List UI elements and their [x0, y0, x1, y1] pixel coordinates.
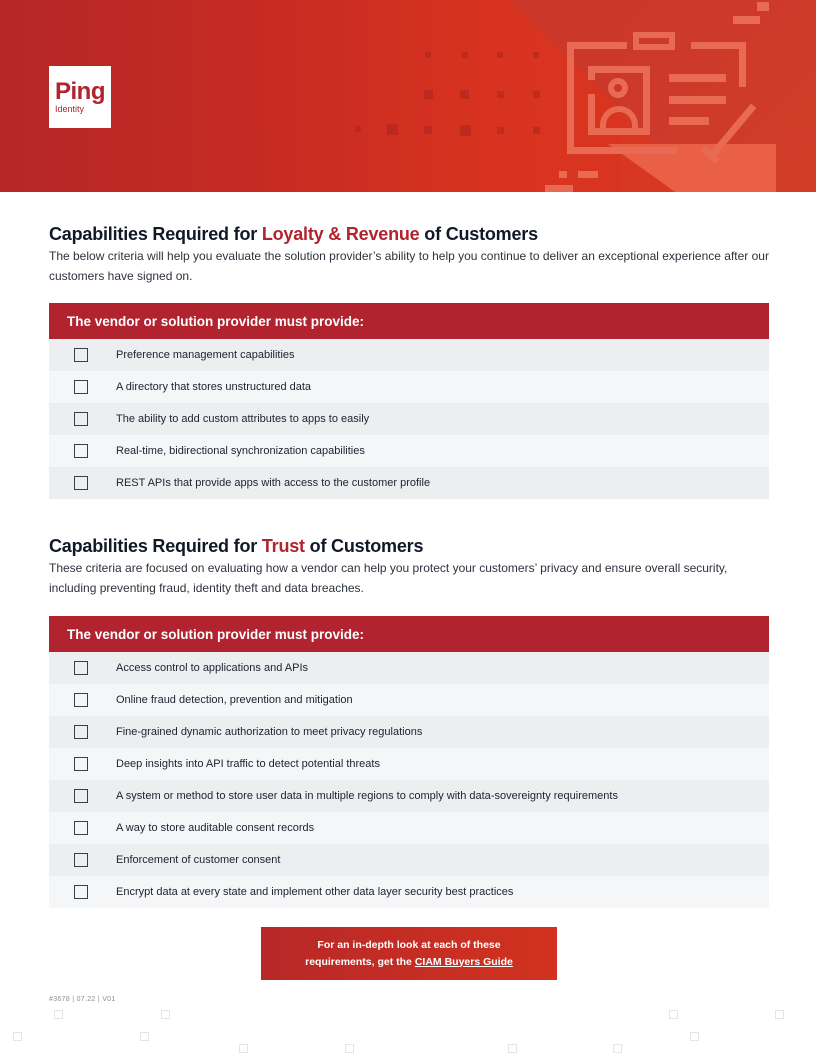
checklist-item-label: Real-time, bidirectional synchronization capabilities: [116, 445, 365, 457]
decorative-dot: [533, 91, 540, 98]
decorative-square: [140, 1032, 149, 1041]
checklist-item-label: Online fraud detection, prevention and mitigation: [116, 694, 353, 706]
decorative-dot: [533, 127, 540, 134]
section1-title-accent: Loyalty & Revenue: [261, 224, 420, 244]
cta-line2: [261, 954, 557, 971]
ciam-buyers-guide-link[interactable]: CIAM Buyers Guide: [414, 955, 513, 968]
decorative-square: [54, 1010, 63, 1019]
empty-checkbox-icon[interactable]: [74, 821, 88, 835]
checklist-row: [49, 467, 769, 499]
decorative-dot: [424, 126, 432, 134]
empty-checkbox-icon[interactable]: [74, 348, 88, 362]
empty-checkbox-icon[interactable]: [74, 380, 88, 394]
checklist-item-label: A directory that stores unstructured data: [116, 381, 312, 393]
checklist-item-label: A system or method to store user data in multiple regions to comply with data-sovereignty requirements: [116, 790, 618, 802]
checklist-row: [49, 780, 769, 812]
section2-title-prefix: Capabilities Required for: [49, 536, 262, 556]
decorative-square: [775, 1010, 784, 1019]
decorative-bar: [733, 16, 760, 24]
empty-checkbox-icon[interactable]: [74, 444, 88, 458]
checklist-item-label: The ability to add custom attributes to apps to easily: [116, 413, 370, 425]
decorative-dot: [425, 52, 431, 58]
checklist-row: [49, 403, 769, 435]
cta-line2-prefix: requirements, get the: [305, 955, 415, 968]
decorative-dot: [355, 126, 361, 132]
checklist-row: [49, 339, 769, 371]
document-code: #3678 | 07.22 | V01: [49, 996, 116, 1003]
section2-title: [49, 536, 423, 557]
empty-checkbox-icon[interactable]: [74, 853, 88, 867]
decorative-square: [161, 1010, 170, 1019]
section2-table-header: The vendor or solution provider must provide:: [49, 616, 769, 652]
buyers-guide-cta: [261, 927, 557, 980]
checklist-item-label: REST APIs that provide apps with access to the customer profile: [116, 477, 431, 489]
checklist-row: [49, 844, 769, 876]
checklist-row: [49, 652, 769, 684]
id-card-check-icon: [567, 40, 757, 190]
empty-checkbox-icon[interactable]: [74, 693, 88, 707]
checklist-row: [49, 748, 769, 780]
decorative-square: [345, 1044, 354, 1053]
decorative-bar: [545, 185, 573, 192]
section2-description: These criteria are focused on evaluating how a vendor can help you protect your customers’ privacy and ensure overall security, including preventing fraud, identity theft and data breaches.: [49, 561, 728, 595]
empty-checkbox-icon[interactable]: [74, 661, 88, 675]
cta-line1: For an in-depth look at each of these: [317, 938, 501, 951]
decorative-dot: [460, 125, 471, 136]
checklist-row: [49, 435, 769, 467]
checklist-item-label: Preference management capabilities: [116, 349, 295, 361]
decorative-dot: [497, 127, 504, 134]
empty-checkbox-icon[interactable]: [74, 476, 88, 490]
section2-title-accent: Trust: [261, 536, 305, 556]
decorative-dot: [460, 90, 469, 99]
ping-identity-logo: [49, 66, 111, 128]
checklist-item-label: Enforcement of customer consent: [116, 854, 281, 866]
section1-description: The below criteria will help you evaluate the solution provider’s ability to help you continue to deliver an exceptional experience after our customers have signed on.: [49, 249, 769, 283]
checklist-item-label: Deep insights into API traffic to detect potential threats: [116, 758, 380, 770]
checklist-item-label: A way to store auditable consent records: [116, 822, 315, 834]
decorative-square: [508, 1044, 517, 1053]
decorative-dot: [387, 124, 398, 135]
decorative-dot: [497, 91, 504, 98]
checklist-row: [49, 876, 769, 908]
section1-checklist: [49, 303, 769, 499]
decorative-square: [239, 1044, 248, 1053]
decorative-dot: [424, 90, 433, 99]
decorative-dot: [533, 52, 539, 58]
decorative-square: [613, 1044, 622, 1053]
logo-subtitle: Identity: [55, 103, 85, 114]
decorative-bar: [578, 171, 598, 178]
decorative-dot: [497, 52, 503, 58]
empty-checkbox-icon[interactable]: [74, 757, 88, 771]
checklist-item-label: Fine-grained dynamic authorization to meet privacy regulations: [116, 726, 423, 738]
decorative-square: [13, 1032, 22, 1041]
decorative-bar: [757, 2, 769, 11]
section1-title-suffix: of Customers: [419, 224, 538, 244]
checklist-row: [49, 684, 769, 716]
logo-wordmark: Ping: [55, 77, 105, 105]
section2-title-suffix: of Customers: [304, 536, 424, 556]
decorative-square: [690, 1032, 699, 1041]
empty-checkbox-icon[interactable]: [74, 885, 88, 899]
section1-title: [49, 224, 538, 245]
decorative-bar: [559, 171, 567, 178]
empty-checkbox-icon[interactable]: [74, 789, 88, 803]
section1-title-prefix: Capabilities Required for: [49, 224, 262, 244]
checklist-row: [49, 812, 769, 844]
section1-table-header: The vendor or solution provider must provide:: [49, 303, 769, 339]
checklist-row: [49, 371, 769, 403]
checklist-item-label: Access control to applications and APIs: [116, 662, 308, 674]
checklist-item-label: Encrypt data at every state and implement other data layer security best practices: [116, 886, 514, 898]
decorative-dot: [462, 52, 468, 58]
section2-checklist: [49, 616, 769, 908]
hero-banner: [0, 0, 816, 192]
empty-checkbox-icon[interactable]: [74, 725, 88, 739]
checklist-row: [49, 716, 769, 748]
empty-checkbox-icon[interactable]: [74, 412, 88, 426]
decorative-square: [669, 1010, 678, 1019]
